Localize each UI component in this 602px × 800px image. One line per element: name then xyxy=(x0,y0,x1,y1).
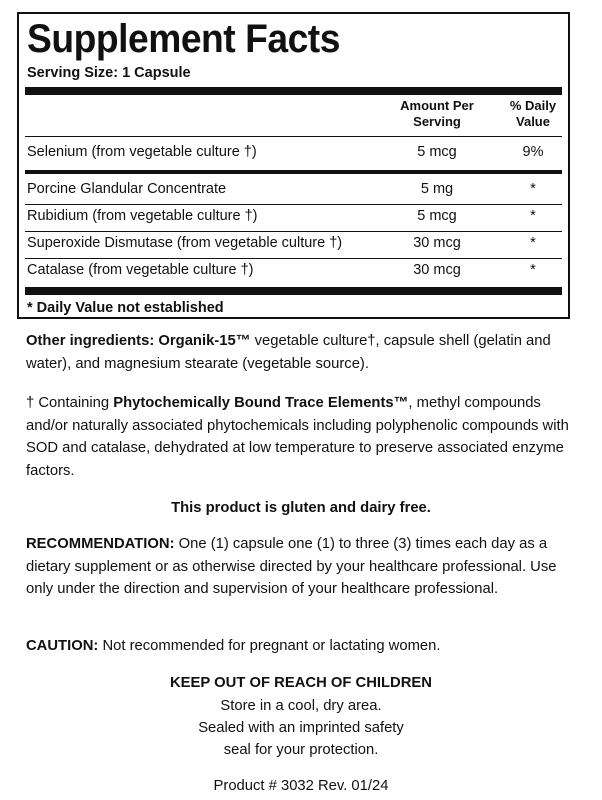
panel-title: Supplement Facts xyxy=(27,17,340,61)
row-amount: 5 mg xyxy=(420,181,454,197)
storage-line: Sealed with an imprinted safety xyxy=(198,720,404,736)
recommendation-label: RECOMMENDATION: xyxy=(26,536,175,552)
serving-size: Serving Size: 1 Capsule xyxy=(27,65,191,81)
row-amount: 30 mcg xyxy=(413,262,461,278)
supplement-facts-panel xyxy=(17,12,570,319)
daily-value-footnote: * Daily Value not established xyxy=(27,300,224,316)
dagger-text: , methyl compounds and/or naturally associated phytochemicals including polyphenolic compounds with SOD and catalase, dehydrated at low temperature to preserve associated enzyme factors. xyxy=(26,395,569,479)
dagger-note xyxy=(26,392,574,482)
row-name: Selenium (from vegetable culture †) xyxy=(27,144,257,160)
storage-line: seal for your protection. xyxy=(223,742,379,758)
dagger-prefix: † Containing xyxy=(26,395,114,411)
row-amount: 30 mcg xyxy=(413,235,461,251)
bottom-thick-rule xyxy=(25,287,562,295)
top-thick-rule xyxy=(25,87,562,95)
caution xyxy=(26,635,574,658)
other-ingredients-text: vegetable culture†, capsule shell (gelatin and water), and magnesium stearate (vegetable source). xyxy=(26,333,551,372)
row-rule xyxy=(25,231,562,232)
row-dv: * xyxy=(530,235,536,251)
row-name: Catalase (from vegetable culture †) xyxy=(27,262,254,278)
row-name: Rubidium (from vegetable culture †) xyxy=(27,208,258,224)
row-amount: 5 mcg xyxy=(417,208,457,224)
caution-label: CAUTION: xyxy=(26,638,99,654)
recommendation xyxy=(26,533,574,601)
row-dv: * xyxy=(530,262,536,278)
caution-text: Not recommended for pregnant or lactating women. xyxy=(98,638,441,654)
col-header-daily-value: % Daily Value xyxy=(509,98,557,129)
row-name: Superoxide Dismutase (from vegetable culture †) xyxy=(27,235,343,251)
row-dv: 9% xyxy=(522,144,544,160)
other-ingredients-label: Other ingredients: xyxy=(26,333,155,349)
product-number: Product # 3032 Rev. 01/24 xyxy=(213,778,389,794)
other-ingredients xyxy=(26,330,574,375)
organik-brand: Organik-15™ xyxy=(158,333,251,349)
recommendation-text: One (1) capsule one (1) to three (3) times each day as a dietary supplement or as otherwise directed by your healthcare professional. Use only under the direction and supervision of your healthcare professional. xyxy=(26,536,557,597)
section-rule xyxy=(25,170,562,174)
row-rule xyxy=(25,204,562,205)
col-header-amount: Amount Per Serving xyxy=(400,98,474,129)
row-amount: 5 mcg xyxy=(417,144,457,160)
row-rule xyxy=(25,258,562,259)
header-rule xyxy=(25,136,562,137)
phytochemical-brand: Phytochemically Bound Trace Elements™ xyxy=(113,395,409,411)
gluten-free-statement: This product is gluten and dairy free. xyxy=(171,500,431,516)
storage-line: Store in a cool, dry area. xyxy=(220,698,382,714)
row-name: Porcine Glandular Concentrate xyxy=(27,181,227,197)
row-dv: * xyxy=(530,208,536,224)
row-dv: * xyxy=(530,181,536,197)
keep-out-warning: KEEP OUT OF REACH OF CHILDREN xyxy=(170,675,432,691)
